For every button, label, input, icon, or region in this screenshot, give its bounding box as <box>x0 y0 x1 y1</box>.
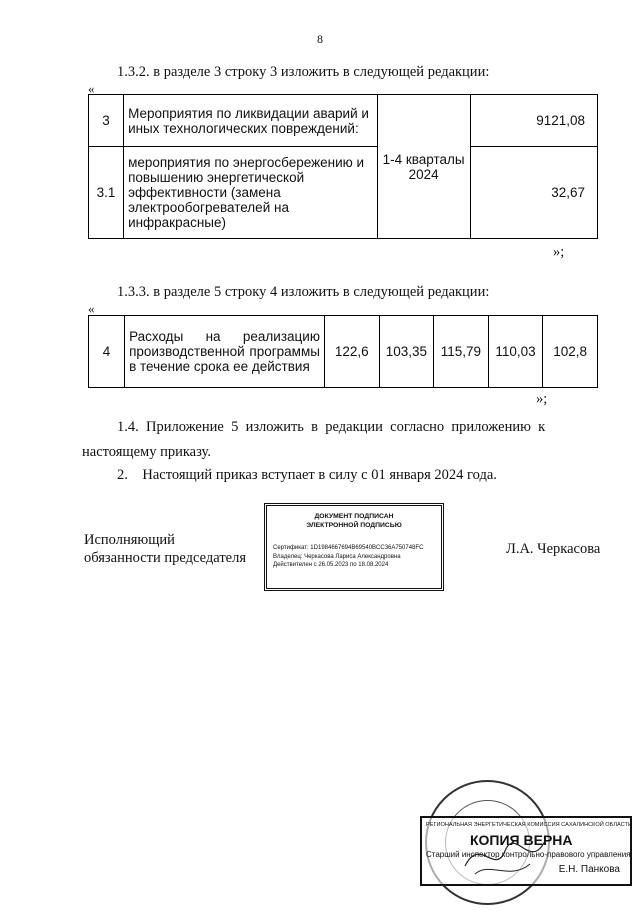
stamp-title-line2: ЭЛЕКТРОННОЙ ПОДПИСЬЮ <box>306 522 402 529</box>
row-value: 9121,08 <box>470 95 597 147</box>
row-value-3: 115,79 <box>434 316 489 388</box>
table-row <box>89 316 598 388</box>
copy-stamp-title: КОПИЯ ВЕРНА <box>470 832 573 848</box>
electronic-signature-stamp <box>264 503 444 591</box>
period-cell: 1-4 кварталы 2024 <box>377 95 470 239</box>
row-number: 3 <box>89 95 124 147</box>
copy-stamp-name: Е.Н. Панкова <box>558 864 620 875</box>
row-value-5: 102,8 <box>543 316 598 388</box>
row-number: 4 <box>89 316 125 388</box>
table-row <box>89 95 598 147</box>
row-name: мероприятия по энергосбережению и повышению энергетической эффективности (замена электрообогревателей на инфракрасные) <box>124 147 377 239</box>
row-name: Расходы на реализацию производственной программы в течение срока ее действия <box>125 316 325 388</box>
page-number: 8 <box>317 32 323 46</box>
stamp-validity: Действителен с 26.05.2023 по 18.08.2024 <box>273 562 389 568</box>
copy-stamp-org: РЕГИОНАЛЬНАЯ ЭНЕРГЕТИЧЕСКАЯ КОМИССИЯ САХАЛИНСКОЙ ОБЛАСТИ <box>426 822 632 828</box>
section-1-3-3-heading: 1.3.3. в разделе 5 строку 4 изложить в следующей редакции: <box>117 284 490 300</box>
row-name: Мероприятия по ликвидации аварий и иных технологических повреждений: <box>124 95 377 147</box>
stamp-certificate: Сертификат: 1D1984667694B69540BCC36A750748FC <box>273 545 424 551</box>
close-quote-1: »; <box>553 244 565 260</box>
signatory-name: Л.А. Черкасова <box>506 541 601 557</box>
section-1-4-line1: 1.4. Приложение 5 изложить в редакции согласно приложению к <box>117 419 546 435</box>
open-quote-2: « <box>88 301 95 316</box>
row-number: 3.1 <box>89 147 124 239</box>
signatory-position-line2: обязанности председателя <box>84 550 246 566</box>
signatory-position-line1: Исполняющий <box>84 532 175 548</box>
table-section-3 <box>88 94 598 239</box>
section-2-text: 2. Настоящий приказ вступает в силу с 01 января 2024 года. <box>117 467 497 483</box>
close-quote-2: »; <box>536 391 548 407</box>
row-value-2: 103,35 <box>379 316 434 388</box>
stamp-title-line1: ДОКУМЕНТ ПОДПИСАН <box>314 513 394 520</box>
table-row <box>89 147 598 239</box>
row-value-4: 110,03 <box>488 316 543 388</box>
open-quote-1: « <box>88 81 95 96</box>
section-1-3-2-heading: 1.3.2. в разделе 3 строку 3 изложить в следующей редакции: <box>117 64 490 80</box>
handwritten-signature <box>460 826 550 886</box>
section-1-4-line2: настоящему приказу. <box>82 444 211 460</box>
copy-stamp-role: Старший инспектор контрольно-правового управления <box>426 850 631 859</box>
row-value-1: 122,6 <box>324 316 379 388</box>
row-value: 32,67 <box>470 147 597 239</box>
table-section-5 <box>88 315 598 388</box>
stamp-owner: Владелец: Черкасова Лариса Александровна <box>273 553 401 560</box>
